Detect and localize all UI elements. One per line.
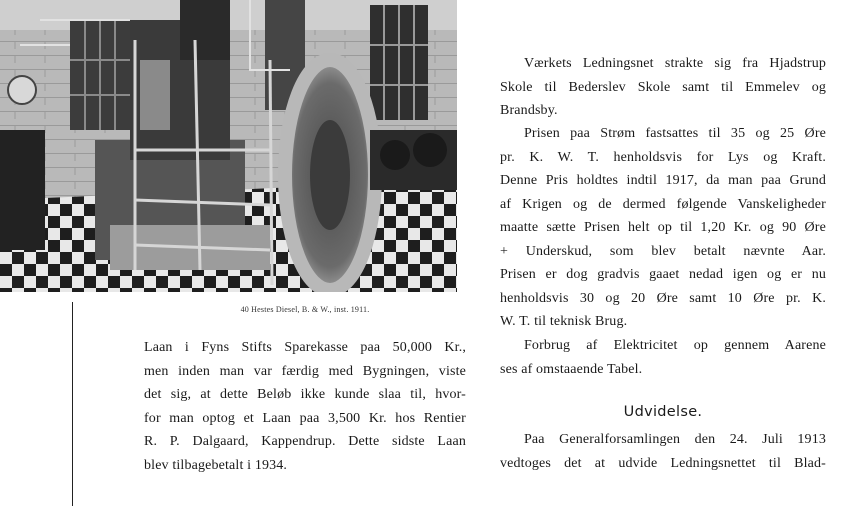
text-line: Skole til Bederslev Skole samt til Emmelev og	[500, 79, 826, 95]
text-line: + Underskud, som blev betalt nævnte Aar.	[500, 243, 826, 259]
right-paragraph-2	[500, 122, 826, 334]
right-paragraph-3	[500, 334, 826, 381]
text-line: vedtoges det at udvide Ledningsnettet til Blad-	[500, 455, 826, 471]
text-line: Forbrug af Elektricitet op gennem Aarene	[524, 338, 826, 353]
text-line: Brandsby.	[500, 103, 558, 118]
right-paragraph-4	[500, 428, 826, 475]
text-line: det sig, at dette Beløb ikke kunde slaa til, hvor-	[144, 387, 466, 402]
text-line: Paa Generalforsamlingen den 24. Juli 1913	[524, 432, 826, 447]
photo-caption: 40 Hestes Diesel, B. & W., inst. 1911.	[240, 305, 370, 314]
text-line: Prisen er dog gradvis gaaet nedad igen og er nu	[500, 267, 826, 282]
section-heading: Udvidelse.	[623, 404, 703, 420]
text-line: pr. K. W. T. henholdsvis for Lys og Kraft.	[500, 149, 826, 165]
text-line: for man optog et Laan paa 3,500 Kr. hos Rentier	[144, 410, 466, 426]
text-line: Denne Pris holdtes indtil 1917, da man paa Grund	[500, 173, 826, 188]
right-paragraph-1	[500, 52, 826, 123]
text-line: W. T. til teknisk Brug.	[500, 314, 628, 329]
text-line: maatte sætte Prisen helt op til 1,20 Kr. og 90 Øre	[500, 220, 826, 235]
text-line: R. P. Dalgaard, Kappendrup. Dette sidste Laan	[144, 434, 466, 449]
left-paragraph	[144, 336, 466, 477]
text-line: blev tilbagebetalt i 1934.	[144, 457, 288, 473]
text-line: Prisen paa Strøm fastsattes til 35 og 25 Øre	[524, 126, 826, 141]
engine-photo	[0, 0, 457, 292]
text-line: af Krigen og de dermed følgende Vanskeligheder	[500, 196, 826, 212]
text-line: ses af omstaaende Tabel.	[500, 361, 643, 377]
text-line: Laan i Fyns Stifts Sparekasse paa 50,000 Kr.,	[144, 340, 466, 355]
text-line: Værkets Ledningsnet strakte sig fra Hjadstrup	[524, 56, 826, 71]
text-line: henholdsvis 30 og 20 Øre samt 10 Øre pr. K.	[500, 290, 826, 306]
text-line: men inden man var færdig med Bygningen, viste	[144, 363, 466, 379]
column-rule	[72, 302, 73, 506]
